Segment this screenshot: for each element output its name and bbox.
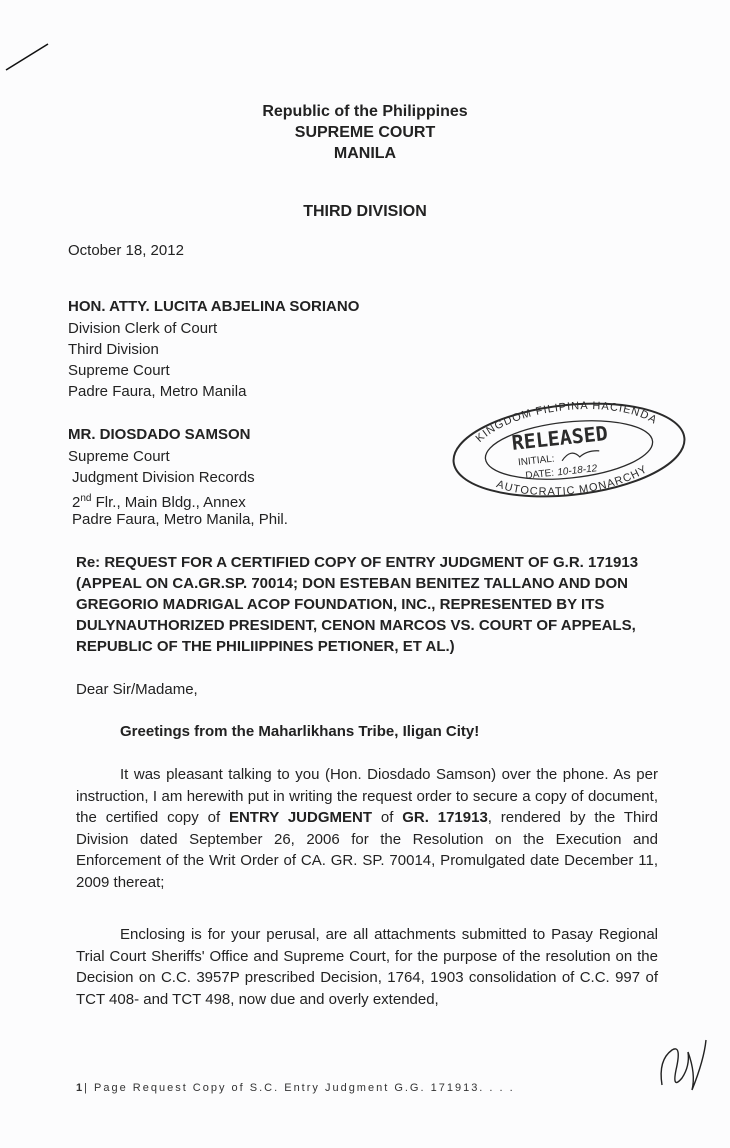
recipient2-line: Supreme Court <box>68 448 170 465</box>
stamp-date-label: DATE: <box>524 467 555 482</box>
header-court: SUPREME COURT <box>294 124 436 141</box>
re-line: DULYNAUTHORIZED PRESIDENT, CENON MARCOS VS. COURT OF APPEALS, <box>76 617 636 634</box>
header-city: MANILA <box>333 145 397 162</box>
recipient1-line: Padre Faura, Metro Manila <box>68 383 247 400</box>
released-stamp <box>445 390 694 511</box>
re-line: GREGORIO MADRIGAL ACOP FOUNDATION, INC., REPRESENTED BY ITS <box>76 596 605 613</box>
stamp-bottom-text: AUTOCRATIC MONARCHY <box>494 463 650 499</box>
recipient1-line: Division Clerk of Court <box>68 320 218 337</box>
recipient2-line: 2nd Flr., Main Bldg., Annex <box>72 493 246 511</box>
recipient2-name: MR. DIOSDADO SAMSON <box>68 426 251 443</box>
recipient2-line: Judgment Division Records <box>72 469 255 486</box>
stamp-top-text: KINGDOM FILIPINA HACIENDA <box>473 399 660 445</box>
letter-date: October 18, 2012 <box>68 242 184 259</box>
re-line: REPUBLIC OF THE PHILIIPPINES PETIONER, ET AL.) <box>76 638 455 655</box>
recipient1-line: Supreme Court <box>68 362 170 379</box>
header-division: THIRD DIVISION <box>303 203 427 220</box>
recipient2-line: Padre Faura, Metro Manila, Phil. <box>72 511 288 528</box>
salutation: Dear Sir/Madame, <box>76 681 198 698</box>
page-footer: 1| Page Request Copy of S.C. Entry Judgment G.G. 171913. . . . <box>76 1082 515 1094</box>
re-line: (APPEAL ON CA.GR.SP. 70014; DON ESTEBAN BENITEZ TALLANO AND DON <box>76 575 629 592</box>
paragraph-1: It was pleasant talking to you (Hon. Diosdado Samson) over the phone. As per instruction, I am herewith put in writing the request order to secure a copy of document, the certified copy of ENTRY JUDGMENT of GR. 171913, rendered by the Third Division dated September 26, 2006 for the Resolution on the Execution and Enforcement of the Writ Order of CA. GR. SP. 70014, Promulgated date December 11, 2009 thereat; <box>76 766 658 891</box>
stamp-icon <box>445 390 694 511</box>
pen-mark-icon <box>0 30 60 80</box>
stamp-date-value: 10-18-12 <box>556 463 598 479</box>
re-line: Re: REQUEST FOR A CERTIFIED COPY OF ENTRY JUDGMENT OF G.R. 171913 <box>76 554 639 571</box>
signature-icon <box>652 1030 712 1100</box>
greeting: Greetings from the Maharlikhans Tribe, Iligan City! <box>120 723 480 740</box>
stamp-main: RELEASED <box>510 420 609 455</box>
paragraph-2: Enclosing is for your perusal, are all attachments submitted to Pasay Regional Trial Court Sheriffs' Office and Supreme Court, for the purpose of the resolution on the Decision on C.C. 3957P prescribed Decision, 1764, 1903 consolidation of C.C. 997 of TCT 408- and TCT 498, now due and overly extended, <box>76 926 658 1008</box>
stamp-initial-label: INITIAL: <box>517 453 556 469</box>
header-republic: Republic of the Philippines <box>262 103 468 120</box>
recipient1-name: HON. ATTY. LUCITA ABJELINA SORIANO <box>68 298 360 315</box>
recipient1-line: Third Division <box>68 341 159 358</box>
